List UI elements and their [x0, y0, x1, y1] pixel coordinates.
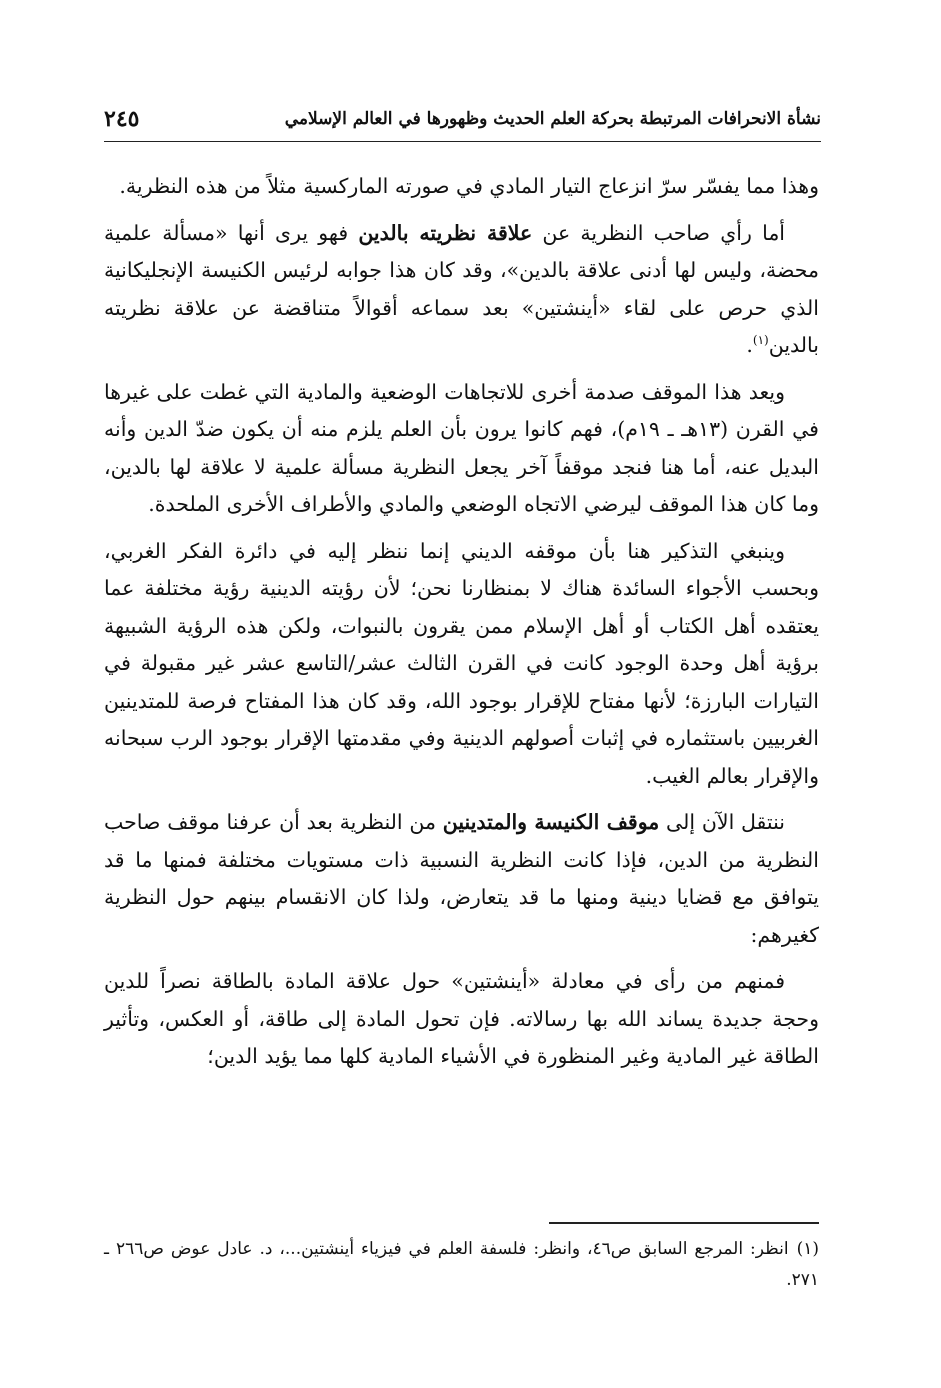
paragraph-6: فمنهم من رأى في معادلة «أينشتين» حول علاقة المادة بالطاقة نصراً للدين وحجة جديدة يساند الله بها رسالاته. فإن تحول المادة إلى طاقة، أو العكس، وتأثير الطاقة غير المادية وغير المنظورة في الأشياء المادية كلها مما يؤيد الدين؛: [104, 969, 819, 1068]
running-title: نشأة الانحرافات المرتبطة بحركة العلم الحديث وظهورها في العالم الإسلامي: [284, 108, 821, 129]
footnote-divider: [549, 1222, 819, 1224]
paragraph-5-bold: موقف الكنيسة والمتدينين: [442, 810, 660, 834]
footnote-marker: (١): [796, 1239, 819, 1259]
paragraph-2-text-b: فهو يرى أنها «مسألة علمية محضة، وليس لها أدنى علاقة بالدين»، وقد كان هذا جوابه لرئيس الكنيسة الإنجليكانية الذي حرص على لقاء «أينشتين» بعد سماعه أقوالاً متناقضة عن علاقة نظريته بالدين: [104, 220, 819, 357]
paragraph-3: ويعد هذا الموقف صدمة أخرى للاتجاهات الوضعية والمادية التي غطت على غيرها في القرن (١٣هـ ـ ١٩م)، فهم كانوا يرون بأن العلم يلزم منه أن يكون ضدّ الدين وأنه البديل عنه، أما هنا فنجد موقفاً آخر يجعل النظرية مسألة علمية لا علاقة لها بالدين، وما كان هذا الموقف ليرضي الاتجاه الوضعي والمادي والأطراف الأخرى الملحدة.: [104, 379, 819, 516]
page-number: ٢٤٥: [104, 105, 140, 132]
page-header: [104, 96, 821, 142]
paragraph-2-bold: علاقة نظريته بالدين: [358, 220, 533, 245]
paragraph-2-end: .: [746, 333, 753, 357]
paragraph-5-text-a: ننتقل الآن إلى: [659, 810, 785, 834]
footnote: [104, 1234, 819, 1296]
main-text: [104, 168, 819, 1085]
footnote-reference[interactable]: (١): [752, 333, 769, 348]
paragraph-4: وينبغي التذكير هنا بأن موقفه الديني إنما ننظر إليه في دائرة الفكر الغربي، وبحسب الأجواء السائدة هناك لا بمنظارنا نحن؛ لأن رؤيته الدينية رؤية مختلفة عما يعتقده أهل الكتاب أو أهل الإسلام ممن يقرون بالنبوات، ولكن هذه الرؤية الشبيهة برؤية أهل وحدة الوجود كانت في القرن الثالث عشر/التاسع عشر غير مقبولة في التيارات البارزة؛ لأنها مفتاح للإقرار بوجود الله، وقد كان هذا المفتاح فرصة للمتدينين الغربيين باستثماره في إثبات أصولهم الدينية وفي مقدمتها الإقرار بوجود الرب سبحانه والإقرار بعالم الغيب.: [104, 538, 819, 788]
paragraph-2-text-a: أما رأي صاحب النظرية عن: [532, 220, 785, 245]
paragraph-1: وهذا مما يفسّر سرّ انزعاج التيار المادي في صورته الماركسية مثلاً من هذه النظرية.: [119, 174, 819, 198]
paragraph-2: [104, 215, 819, 365]
paragraph-5: [104, 804, 819, 954]
footnote-text: انظر: المرجع السابق ص٤٦، وانظر: فلسفة العلم في فيزياء أينشتين...، د. عادل عوض ص٢٦٦ ـ ٢٧١.: [104, 1239, 819, 1290]
paragraph-5-text-b: من النظرية بعد أن عرفنا موقف صاحب النظرية من الدين، فإذا كانت النظرية النسبية ذات مستويات مختلفة فمنها ما قد يتوافق مع قضايا دينية ومنها ما قد يتعارض، ولذا كان الانقسام بينهم حول النظرية كغيرهم:: [104, 810, 819, 947]
